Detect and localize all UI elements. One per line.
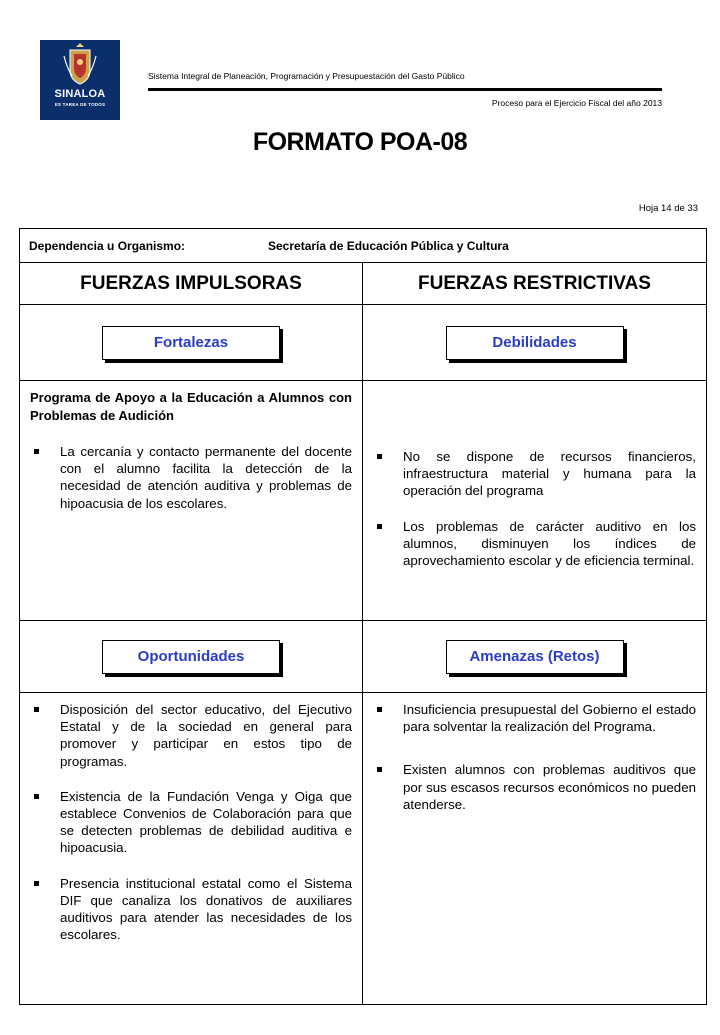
restraining-forces-heading: FUERZAS RESTRICTIVAS <box>418 272 651 294</box>
strengths-cell <box>20 381 363 620</box>
opportunities-threats-content-row <box>20 692 706 1004</box>
bullet-icon <box>373 518 403 570</box>
list-item: Insuficiencia presupuestal del Gobierno el estado para solventar la realización del Programa. <box>373 701 696 735</box>
dependency-value: Secretaría de Educación Pública y Cultura <box>268 238 509 253</box>
forces-header-row <box>20 262 706 304</box>
strengths-label: Fortalezas <box>102 326 280 360</box>
threats-label: Amenazas (Retos) <box>446 640 624 674</box>
list-item: Existencia de la Fundación Venga y Oiga que establece Convenios de Colaboración para que se detecten problemas de debilidad auditiva e hipoacusia. <box>30 788 352 857</box>
list-item: La cercanía y contacto permanente del docente con el alumno facilita la detección de la necesidad de atención auditiva y problemas de hipoacusia de los escolares. <box>30 443 352 512</box>
list-item: Existen alumnos con problemas auditivos que por sus escasos recursos económicos no pueden atenderse. <box>373 761 696 813</box>
bullet-icon <box>373 701 403 735</box>
opportunities-threats-labels-row <box>20 620 706 692</box>
list-item: Disposición del sector educativo, del Ejecutivo Estatal y de la sociedad en general para promover y participar en estos tipo de programas. <box>30 701 352 770</box>
logo-slogan: ES TAREA DE TODOS <box>54 102 106 107</box>
logo-name: SINALOA <box>54 88 106 100</box>
dependency-row <box>20 229 706 262</box>
list-item: Los problemas de carácter auditivo en los alumnos, disminuyen los índices de aprovechamiento escolar y de eficiencia terminal. <box>373 518 696 570</box>
swot-table <box>19 228 707 1005</box>
bullet-icon <box>30 443 60 512</box>
list-item: Presencia institucional estatal como el Sistema DIF que canaliza los donativos de auxiliares auditivos para atender las necesidades de los escolares. <box>30 875 352 944</box>
opportunities-label: Oportunidades <box>102 640 280 674</box>
bullet-icon <box>373 448 403 500</box>
strengths-weaknesses-labels-row <box>20 304 706 380</box>
system-title: Sistema Integral de Planeación, Programación y Presupuestación del Gasto Público <box>148 71 465 81</box>
threats-cell <box>363 693 706 1004</box>
process-label: Proceso para el Ejercicio Fiscal del año 2013 <box>491 98 662 108</box>
weaknesses-cell <box>363 381 706 620</box>
program-name: Programa de Apoyo a la Educación a Alumnos con Problemas de Audición <box>30 390 352 423</box>
driving-forces-heading: FUERZAS IMPULSORAS <box>20 263 363 304</box>
bullet-icon <box>373 761 403 813</box>
list-item: No se dispone de recursos financieros, infraestructura material y humana para la operación del programa <box>373 448 696 500</box>
coat-of-arms-icon <box>40 40 120 120</box>
opportunities-cell <box>20 693 363 1004</box>
weaknesses-label: Debilidades <box>446 326 624 360</box>
format-title: FORMATO POA-08 <box>252 128 468 156</box>
bullet-icon <box>30 701 60 770</box>
bullet-icon <box>30 788 60 857</box>
page-number: Hoja 14 de 33 <box>638 203 698 214</box>
strengths-weaknesses-content-row <box>20 380 706 620</box>
sinaloa-logo <box>40 40 120 120</box>
dependency-label: Dependencia u Organismo: <box>29 238 186 253</box>
header-divider <box>148 88 662 91</box>
bullet-icon <box>30 875 60 944</box>
